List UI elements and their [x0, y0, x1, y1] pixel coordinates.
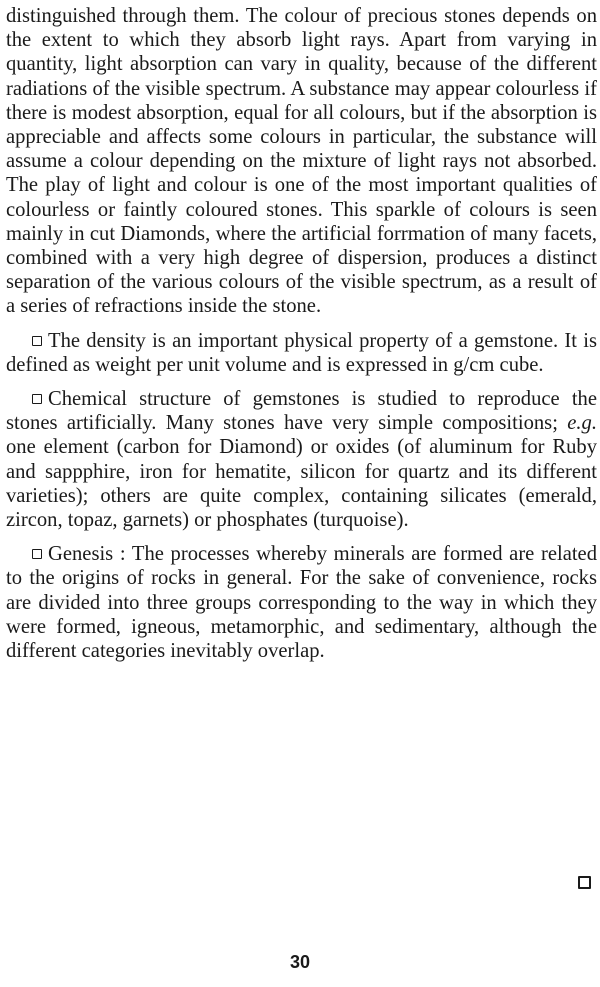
square-bullet-icon [32, 336, 42, 346]
paragraph-text: distinguished through them. The colour of precious stones depends on the extent to which they absorb light rays. Apart from varying in quantity, light absorption can vary in quality, because of the different radiations of the visible spectrum. A substance may appear colourless if there is modest absorption, equal for all colours, but if the absorption is appreciable and affects some colours in particular, the substance will assume a colour depending on the mixture of light rays not absorbed. The play of light and colour is one of the most important qualities of colourless or faintly coloured stones. This sparkle of colours is seen mainly in cut Diamonds, where the artificial forrmation of many facets, combined with a very high degree of dispersion, produces a distinct separation of the various colours of the visible spectrum, as a result of a series of refractions inside the stone. [6, 5, 597, 318]
paragraph-chemical-structure [6, 387, 597, 532]
paragraph-text-italic: e.g. [567, 412, 597, 435]
page-body [6, 0, 597, 663]
paragraph-text: Chemical structure of gemstones is studied to reproduce the stones artificially. Many stones have very simple compositions; [6, 388, 597, 435]
page-number: 30 [289, 952, 311, 972]
square-bullet-icon [32, 549, 42, 559]
square-bullet-icon [32, 394, 42, 404]
paragraph-text: The density is an important physical property of a gemstone. It is defined as weight per unit volume and is expressed in g/cm cube. [6, 329, 597, 376]
paragraph-density [6, 329, 597, 377]
square-end-mark-icon [578, 876, 591, 889]
paragraph-text: one element (carbon for Diamond) or oxides (of aluminum for Ruby and sappphire, iron for hematite, silicon for quartz and its different varieties); others are quite complex, containing silicates (emerald, zircon, topaz, garnets) or phosphates (turquoise). [6, 436, 597, 532]
paragraph-colour-absorption [6, 4, 597, 319]
paragraph-text: Genesis : The processes whereby minerals are formed are related to the origins of rocks in general. For the sake of convenience, rocks are divided into three groups corresponding to the way in which they were formed, igneous, metamorphic, and sedimentary, although the different categories inevitably overlap. [6, 543, 597, 663]
paragraph-genesis [6, 542, 597, 663]
